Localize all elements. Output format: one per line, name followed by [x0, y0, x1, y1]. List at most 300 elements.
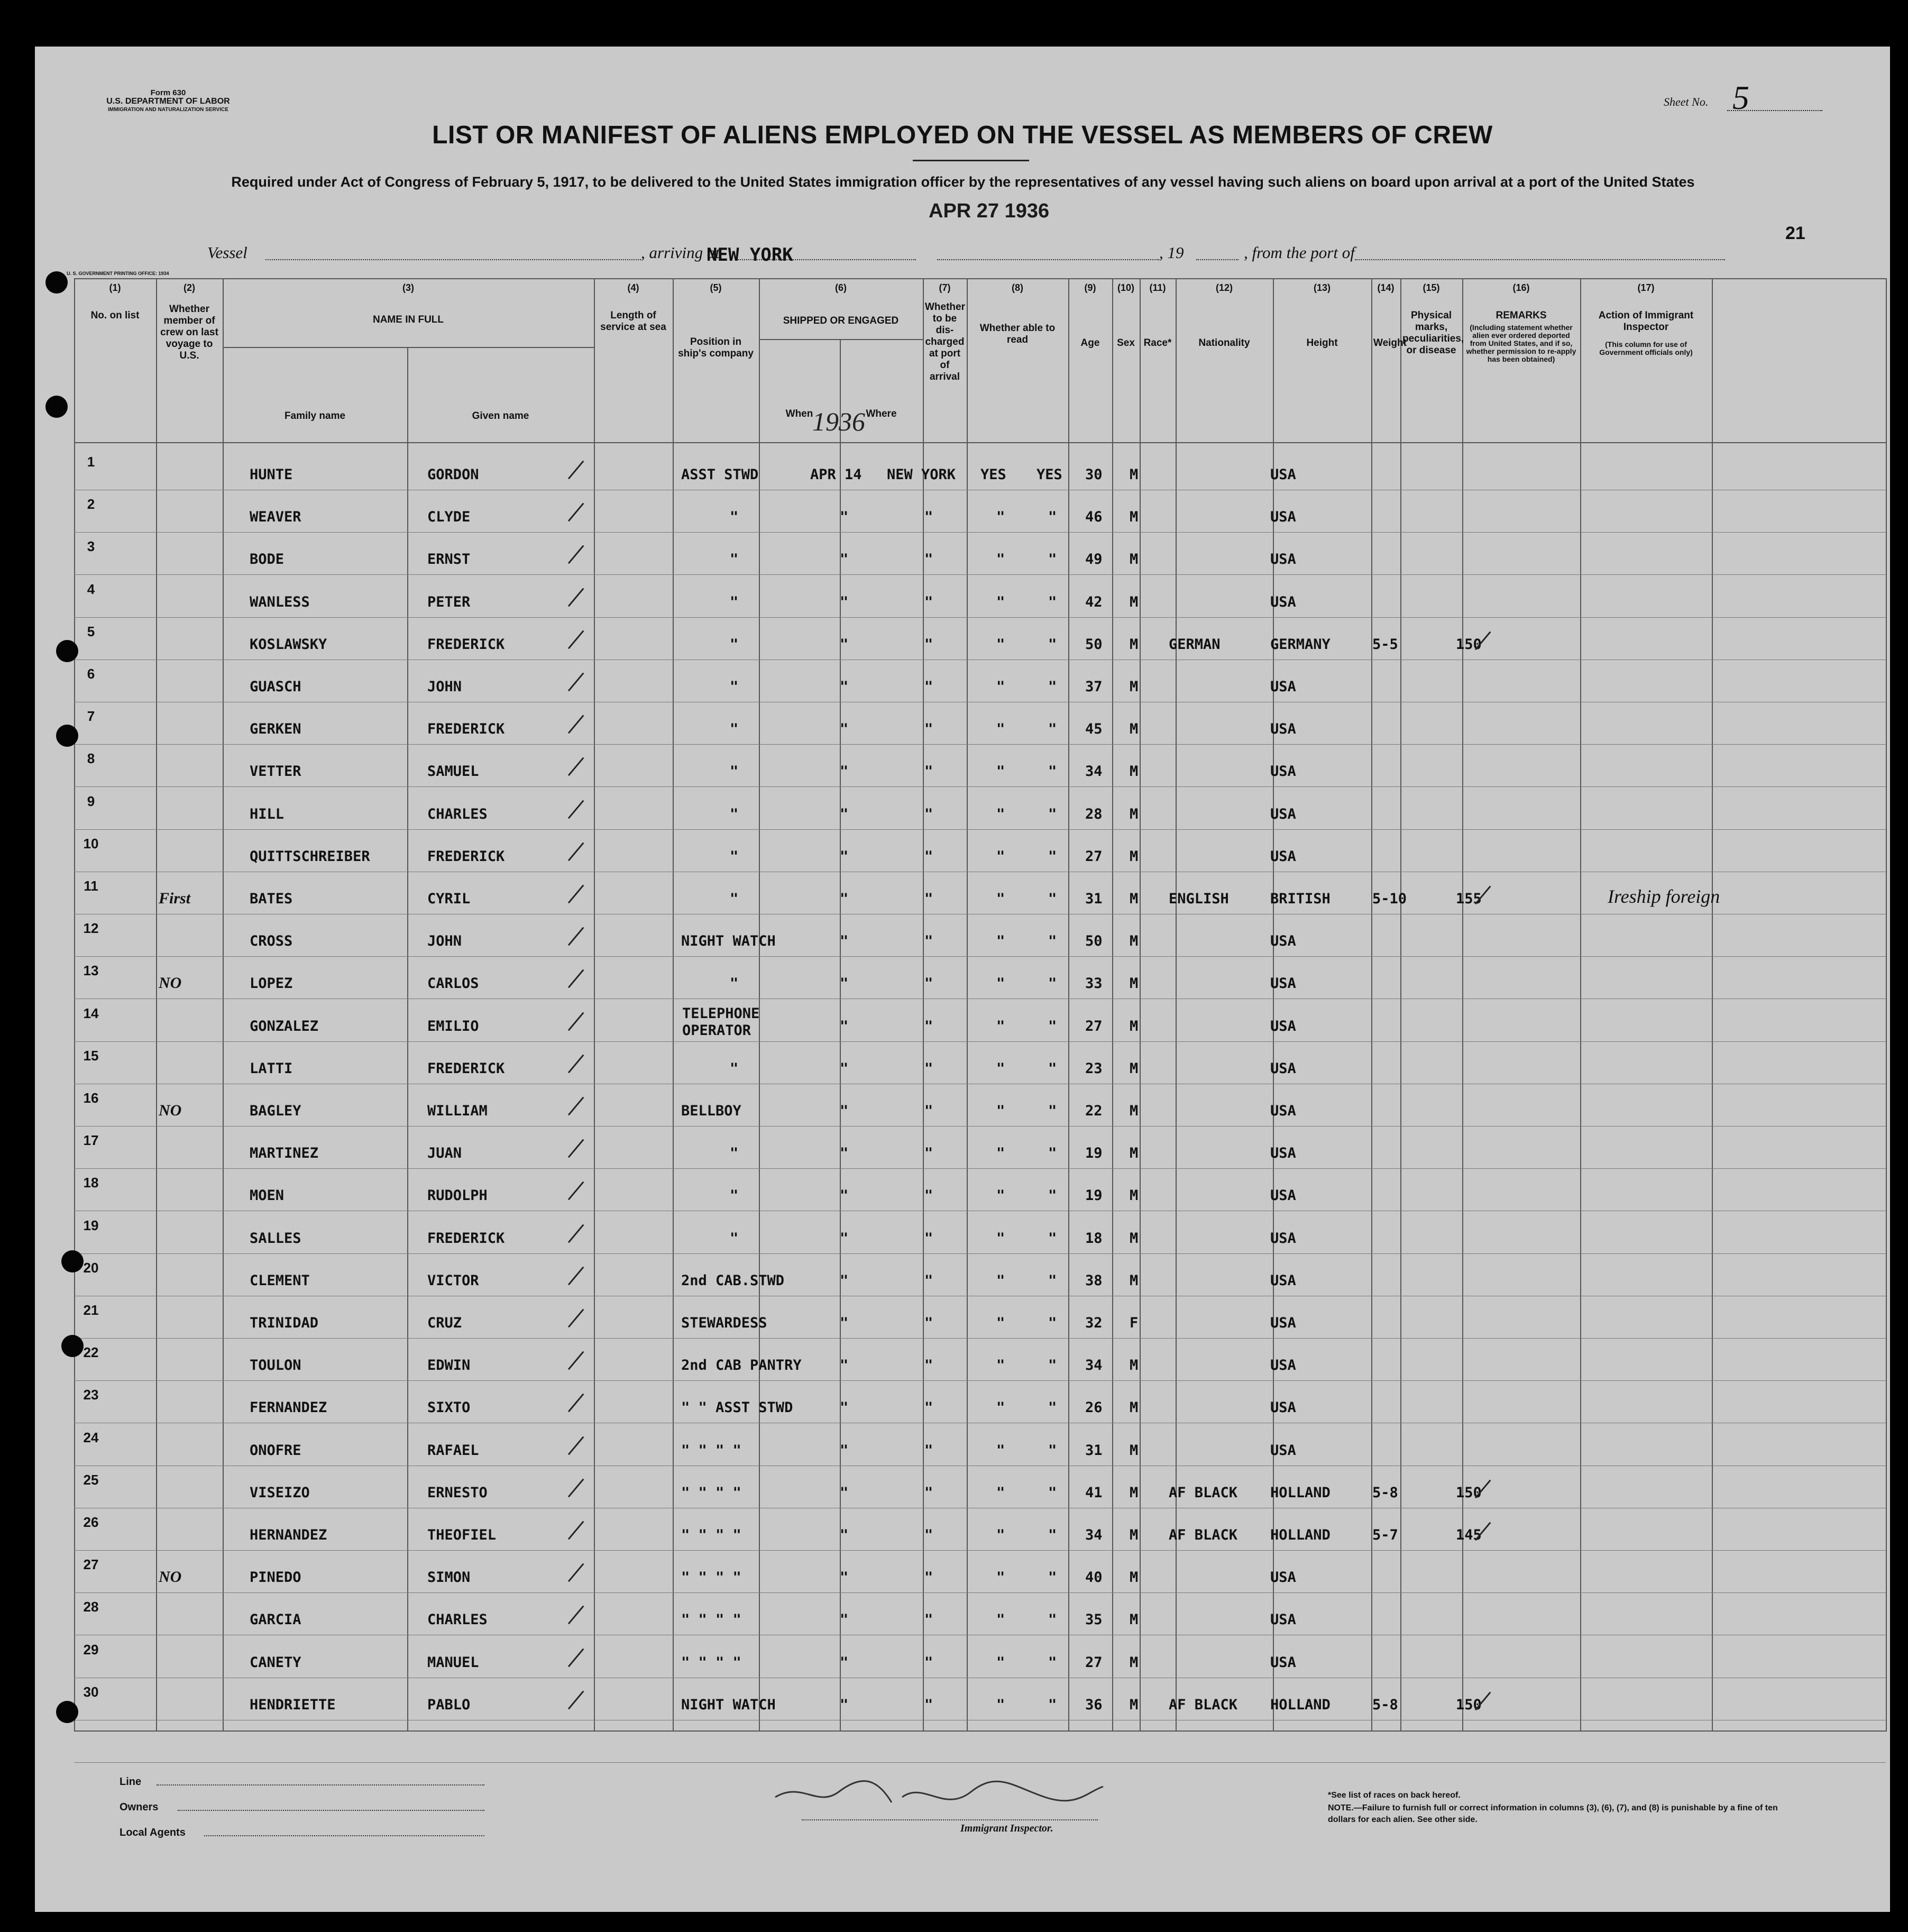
crew-last-voyage: NO — [159, 1102, 182, 1119]
row-number: 5 — [87, 623, 95, 639]
position: " " " " — [681, 1527, 741, 1543]
position: " — [730, 1230, 739, 1247]
nationality: USA — [1270, 1611, 1296, 1628]
row-separator — [74, 1550, 1886, 1551]
shipped-when: " — [840, 1272, 849, 1289]
footer-line-label: Line — [120, 1776, 142, 1788]
service-name: IMMIGRATION AND NATURALIZATION SERVICE — [108, 107, 228, 113]
able-to-read: YES — [1036, 466, 1062, 483]
nationality: USA — [1270, 1399, 1296, 1416]
family-name: FERNANDEZ — [250, 1399, 327, 1416]
race: AF BLACK — [1169, 1696, 1238, 1713]
row-number: 28 — [83, 1599, 99, 1615]
nationality: USA — [1270, 1060, 1296, 1077]
family-name: MARTINEZ — [250, 1145, 319, 1162]
family-name: PINEDO — [250, 1569, 301, 1586]
height: 5-10 — [1372, 891, 1407, 907]
shipped-when: " — [840, 933, 849, 950]
row-separator — [74, 1126, 1886, 1127]
table-row — [74, 875, 1886, 916]
shipped-when: " — [840, 679, 849, 695]
given-name: VICTOR — [427, 1272, 479, 1289]
sex: M — [1130, 1103, 1139, 1119]
table-row — [74, 1171, 1886, 1213]
shipped-where: " — [924, 1527, 933, 1543]
row-number: 13 — [83, 963, 99, 979]
header-remarks: REMARKS — [1496, 310, 1547, 321]
shipped-when: " — [840, 1103, 849, 1119]
family-name: WANLESS — [250, 593, 310, 610]
position: 2nd CAB PANTRY — [681, 1357, 802, 1374]
check-mark — [560, 878, 584, 903]
discharged: " — [996, 1484, 1005, 1501]
able-to-read: " — [1048, 933, 1057, 950]
discharged: YES — [980, 466, 1006, 483]
position: ASST STWD — [681, 466, 759, 483]
family-name: GUASCH — [250, 679, 301, 695]
family-name: GERKEN — [250, 721, 301, 738]
shipped-when: " — [840, 1315, 849, 1331]
nationality: USA — [1270, 805, 1296, 822]
table-row — [74, 663, 1886, 704]
check-mark — [560, 1472, 584, 1497]
sex: M — [1130, 1484, 1139, 1501]
row-separator — [74, 1592, 1886, 1593]
table-row — [74, 493, 1886, 534]
shipped-where: " — [924, 1442, 933, 1459]
row-number: 20 — [83, 1259, 99, 1276]
header-member-last-voyage: Whether member of crew on last voyage to U.S. — [160, 304, 218, 361]
header-where: Where — [866, 408, 897, 419]
shipped-when: " — [840, 763, 849, 780]
check-mark — [560, 1344, 584, 1370]
given-name: JOHN — [427, 679, 462, 695]
discharged: " — [996, 975, 1005, 992]
able-to-read: " — [1048, 636, 1057, 653]
family-name: CLEMENT — [250, 1272, 310, 1289]
punch-hole — [56, 1701, 78, 1723]
shipped-where: " — [924, 1315, 933, 1331]
sex: M — [1130, 551, 1139, 568]
column-number: (10) — [1117, 282, 1134, 293]
nationality: USA — [1270, 466, 1296, 483]
age: 34 — [1085, 1527, 1103, 1543]
discharged: " — [996, 1442, 1005, 1459]
given-name: GORDON — [427, 466, 479, 483]
table-top-border — [74, 278, 1886, 279]
row-number: 7 — [87, 708, 95, 725]
check-mark — [560, 1556, 584, 1582]
printer-line: U. S. GOVERNMENT PRINTING OFFICE: 1934 — [67, 271, 169, 276]
age: 31 — [1085, 1442, 1103, 1459]
check-mark — [560, 454, 584, 479]
row-separator — [74, 1253, 1886, 1254]
family-name: CROSS — [250, 933, 293, 950]
punch-hole — [56, 725, 78, 747]
age: 35 — [1085, 1611, 1103, 1628]
name-header-rule — [223, 347, 594, 348]
check-mark — [560, 793, 584, 818]
discharged: " — [996, 1103, 1005, 1119]
shipped-when: " — [840, 1145, 849, 1162]
age: 22 — [1085, 1103, 1103, 1119]
shipped-when: " — [840, 848, 849, 865]
check-mark — [560, 920, 584, 946]
shipped-when: " — [840, 721, 849, 738]
nationality: USA — [1270, 848, 1296, 865]
given-name: CYRIL — [427, 891, 471, 907]
header-remarks-note: (Including statement whether alien ever ordered deported from United States, and if so, whether permission to re-apply has been obtained) — [1466, 323, 1576, 363]
position: " — [730, 721, 739, 738]
shipped-where: " — [924, 1145, 933, 1162]
row-number: 17 — [83, 1132, 99, 1149]
given-name: JOHN — [427, 933, 462, 950]
table-row — [74, 620, 1886, 662]
column-number: (9) — [1084, 282, 1096, 293]
given-name: PABLO — [427, 1696, 471, 1713]
shipped-where: " — [924, 636, 933, 653]
age: 41 — [1085, 1484, 1103, 1501]
sex: M — [1130, 1357, 1139, 1374]
footer-agents-label: Local Agents — [120, 1827, 186, 1838]
family-name: LOPEZ — [250, 975, 293, 992]
family-name: GONZALEZ — [250, 1018, 319, 1034]
nationality: USA — [1270, 679, 1296, 695]
sex: M — [1130, 891, 1139, 907]
age: 34 — [1085, 763, 1103, 780]
able-to-read: " — [1048, 1442, 1057, 1459]
height: 5-7 — [1372, 1527, 1398, 1543]
row-separator — [74, 744, 1886, 745]
able-to-read: " — [1048, 1527, 1057, 1543]
shipped-where: " — [924, 1399, 933, 1416]
punch-hole — [61, 1250, 84, 1272]
age: 32 — [1085, 1315, 1103, 1331]
crew-last-voyage: NO — [159, 974, 182, 992]
row-number: 26 — [83, 1514, 99, 1530]
vessel-label: Vessel — [207, 243, 247, 262]
shipped-where: " — [924, 1654, 933, 1671]
family-name: VETTER — [250, 763, 301, 780]
nationality: USA — [1270, 1654, 1296, 1671]
nationality: USA — [1270, 975, 1296, 992]
check-mark — [560, 1175, 584, 1200]
year-label: , 19 — [1159, 243, 1184, 262]
shipped-when: " — [840, 1442, 849, 1459]
family-name: TRINIDAD — [250, 1315, 319, 1331]
row-number: 6 — [87, 666, 95, 682]
able-to-read: " — [1048, 805, 1057, 822]
family-name: MOEN — [250, 1187, 285, 1204]
shipped-where: " — [924, 1103, 933, 1119]
shipped-where: " — [924, 721, 933, 738]
header-race: Race* — [1143, 337, 1172, 349]
shipped-when: " — [840, 1527, 849, 1543]
table-row — [74, 1087, 1886, 1128]
discharged: " — [996, 1230, 1005, 1247]
sex: M — [1130, 721, 1139, 738]
row-number: 8 — [87, 750, 95, 767]
position: " — [730, 593, 739, 610]
position: TELEPHONE OPERATOR — [682, 1005, 760, 1039]
punch-hole — [45, 396, 68, 418]
able-to-read: " — [1048, 975, 1057, 992]
discharged: " — [996, 1018, 1005, 1034]
discharged: " — [996, 636, 1005, 653]
sex: M — [1130, 1060, 1139, 1077]
family-name: HENDRIETTE — [250, 1696, 336, 1713]
shipped-where: " — [924, 1569, 933, 1586]
column-number: (3) — [402, 282, 414, 293]
nationality: USA — [1270, 1103, 1296, 1119]
position: NIGHT WATCH — [681, 933, 776, 950]
able-to-read: " — [1048, 593, 1057, 610]
given-name: CRUZ — [427, 1315, 462, 1331]
check-mark — [560, 963, 584, 988]
check-mark — [560, 538, 584, 564]
row-number: 30 — [83, 1683, 99, 1700]
row-number: 4 — [87, 581, 95, 597]
column-number: (11) — [1149, 282, 1166, 293]
column-number: (15) — [1423, 282, 1440, 293]
able-to-read: " — [1048, 509, 1057, 526]
age: 31 — [1085, 891, 1103, 907]
weight: 150 — [1456, 1484, 1482, 1501]
weight: 145 — [1456, 1527, 1482, 1543]
footer-line-field — [157, 1784, 484, 1786]
header-name-in-full: NAME IN FULL — [372, 314, 444, 325]
row-separator — [74, 829, 1886, 830]
check-mark — [560, 1302, 584, 1327]
height: 5-5 — [1372, 636, 1398, 653]
age: 45 — [1085, 721, 1103, 738]
able-to-read: " — [1048, 721, 1057, 738]
check-mark — [560, 1641, 584, 1667]
header-when: When — [785, 408, 813, 419]
table-row — [74, 1257, 1886, 1298]
nationality: BRITISH — [1270, 891, 1331, 907]
position: " " " " — [681, 1654, 741, 1671]
sex: M — [1130, 1696, 1139, 1713]
shipped-where: " — [924, 509, 933, 526]
given-name: FREDERICK — [427, 721, 505, 738]
family-name: LATTI — [250, 1060, 293, 1077]
table-row — [74, 705, 1886, 746]
family-name: CANETY — [250, 1654, 301, 1671]
date-field — [937, 259, 1159, 260]
discharged: " — [996, 891, 1005, 907]
discharged: " — [996, 593, 1005, 610]
table-row — [74, 1129, 1886, 1170]
given-name: CLYDE — [427, 509, 471, 526]
table-row — [74, 1384, 1886, 1425]
check-mark — [560, 1387, 584, 1412]
table-row — [74, 535, 1886, 576]
able-to-read: " — [1048, 1569, 1057, 1586]
table-row — [74, 747, 1886, 789]
row-separator — [74, 1338, 1886, 1339]
nationality: USA — [1270, 1569, 1296, 1586]
age: 23 — [1085, 1060, 1103, 1077]
row-number: 22 — [83, 1344, 99, 1361]
shipped-when: " — [840, 636, 849, 653]
row-number: 15 — [83, 1047, 99, 1064]
family-name: HILL — [250, 805, 285, 822]
check-mark — [560, 1429, 584, 1454]
able-to-read: " — [1048, 1315, 1057, 1331]
shipped-when: " — [840, 975, 849, 992]
discharged: " — [996, 1315, 1005, 1331]
column-number: (6) — [835, 282, 847, 293]
inspector-label: Immigrant Inspector. — [960, 1823, 1053, 1834]
family-name: SALLES — [250, 1230, 301, 1247]
position: " — [730, 679, 739, 695]
crew-last-voyage: First — [159, 890, 191, 907]
shipped-when: " — [840, 509, 849, 526]
row-number: 2 — [87, 496, 95, 512]
table-row — [74, 1638, 1886, 1680]
check-mark — [560, 1514, 584, 1540]
crew-last-voyage: NO — [159, 1568, 182, 1586]
race: AF BLACK — [1169, 1484, 1238, 1501]
age: 34 — [1085, 1357, 1103, 1374]
sex: M — [1130, 805, 1139, 822]
position: STEWARDESS — [681, 1315, 767, 1331]
shipped-when: " — [840, 891, 849, 907]
age: 18 — [1085, 1230, 1103, 1247]
position: " " " " — [681, 1569, 741, 1586]
shipped-where: " — [924, 805, 933, 822]
position: " — [730, 636, 739, 653]
nationality: USA — [1270, 1272, 1296, 1289]
given-name: FREDERICK — [427, 848, 505, 865]
able-to-read: " — [1048, 848, 1057, 865]
height: 5-8 — [1372, 1484, 1398, 1501]
able-to-read: " — [1048, 1187, 1057, 1204]
column-divider — [1886, 278, 1887, 1732]
row-number: 12 — [83, 920, 99, 937]
row-separator — [74, 786, 1886, 787]
nationality: USA — [1270, 1357, 1296, 1374]
position: " " ASST STWD — [681, 1399, 793, 1416]
age: 27 — [1085, 1654, 1103, 1671]
able-to-read: " — [1048, 679, 1057, 695]
discharged: " — [996, 1357, 1005, 1374]
footer-owners-label: Owners — [120, 1801, 159, 1813]
column-number: (12) — [1215, 282, 1233, 293]
shipped-when: APR 14 — [810, 466, 862, 483]
age: 28 — [1085, 805, 1103, 822]
given-name: ERNESTO — [427, 1484, 488, 1501]
header-nationality: Nationality — [1198, 337, 1250, 349]
row-separator — [74, 574, 1886, 575]
sex: M — [1130, 1442, 1139, 1459]
check-mark — [560, 666, 584, 691]
position: " — [730, 763, 739, 780]
shipped-where: " — [924, 891, 933, 907]
page-number: 21 — [1785, 223, 1805, 243]
sex: M — [1130, 509, 1139, 526]
table-row — [74, 1214, 1886, 1256]
able-to-read: " — [1048, 551, 1057, 568]
given-name: THEOFIEL — [427, 1527, 497, 1543]
row-separator — [74, 1041, 1886, 1042]
shipped-where: " — [924, 593, 933, 610]
column-number: (16) — [1512, 282, 1530, 293]
age: 49 — [1085, 551, 1103, 568]
sex: M — [1130, 593, 1139, 610]
discharged: " — [996, 1145, 1005, 1162]
page-title: LIST OR MANIFEST OF ALIENS EMPLOYED ON THE VESSEL AS MEMBERS OF CREW — [432, 121, 1493, 149]
discharged: " — [996, 848, 1005, 865]
shipped-where: " — [924, 679, 933, 695]
sex: M — [1130, 679, 1139, 695]
able-to-read: " — [1048, 1272, 1057, 1289]
shipped-where: " — [924, 1230, 933, 1247]
header-able-read: Whether able to read — [979, 323, 1056, 345]
able-to-read: " — [1048, 1103, 1057, 1119]
shipped-where: " — [924, 1187, 933, 1204]
discharged: " — [996, 1399, 1005, 1416]
table-row — [74, 1511, 1886, 1552]
sex: M — [1130, 1611, 1139, 1628]
table-row — [74, 1469, 1886, 1510]
sheet-number-label: Sheet No. — [1664, 95, 1709, 108]
table-row — [74, 1596, 1886, 1637]
able-to-read: " — [1048, 1484, 1057, 1501]
table-row — [74, 1553, 1886, 1595]
given-name: EMILIO — [427, 1018, 479, 1034]
form-info — [84, 89, 253, 114]
row-separator — [74, 1380, 1886, 1381]
shipped-where: " — [924, 975, 933, 992]
shipped-where: " — [924, 551, 933, 568]
age: 27 — [1085, 848, 1103, 865]
nationality: USA — [1270, 551, 1296, 568]
races-note: *See list of races on back hereof. — [1328, 1791, 1461, 1800]
age: 33 — [1085, 975, 1103, 992]
family-name: ONOFRE — [250, 1442, 301, 1459]
check-mark — [560, 624, 584, 649]
sheet-number-value: 5 — [1732, 79, 1749, 116]
row-number: 25 — [83, 1471, 99, 1488]
position: NIGHT WATCH — [681, 1696, 776, 1713]
shipped-where: " — [924, 848, 933, 865]
age: 30 — [1085, 466, 1103, 483]
punch-hole — [45, 271, 68, 294]
given-name: CARLOS — [427, 975, 479, 992]
family-name: WEAVER — [250, 509, 301, 526]
check-mark — [560, 1132, 584, 1158]
nationality: USA — [1270, 593, 1296, 610]
family-name: HUNTE — [250, 466, 293, 483]
race: ENGLISH — [1169, 891, 1229, 907]
header-sex: Sex — [1117, 337, 1135, 349]
sex: M — [1130, 975, 1139, 992]
check-mark — [560, 708, 584, 734]
discharged: " — [996, 1654, 1005, 1671]
discharged: " — [996, 933, 1005, 950]
sex: M — [1130, 636, 1139, 653]
sex: M — [1130, 1399, 1139, 1416]
punch-hole — [56, 640, 78, 662]
height: 5-8 — [1372, 1696, 1398, 1713]
sex: M — [1130, 1187, 1139, 1204]
discharged: " — [996, 721, 1005, 738]
footer-owners-field — [178, 1810, 484, 1811]
able-to-read: " — [1048, 1060, 1057, 1077]
position: " — [730, 509, 739, 526]
